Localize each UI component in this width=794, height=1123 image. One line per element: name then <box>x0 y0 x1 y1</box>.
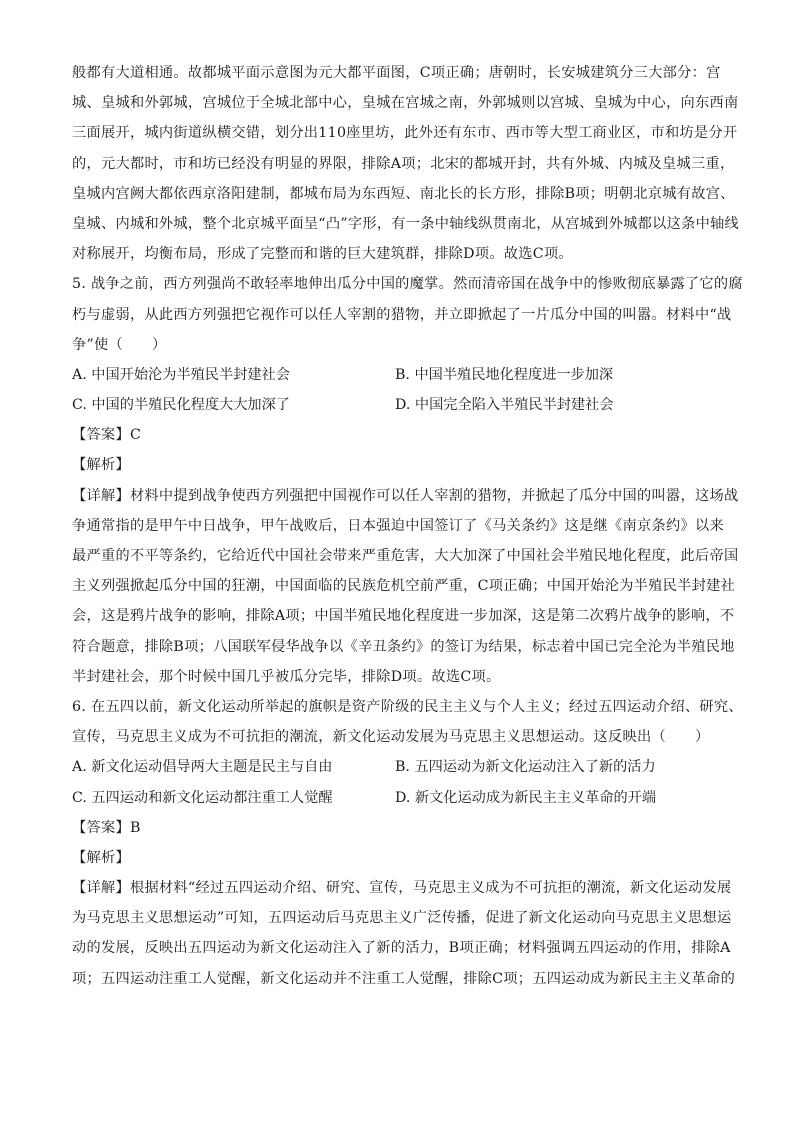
detail-line: 【详解】材料中提到战争使西方列强把中国视作可以任人宰割的猎物，并掀起了瓜分中国的叫嚣，这场战 <box>72 487 739 504</box>
detail-line: 最严重的不平等条约，它给近代中国社会带来严重危害，大大加深了中国社会半殖民地化程度，此后帝国 <box>72 548 739 564</box>
text-line: 城、皇城和外郭城，宫城位于全城北部中心，皇城在宫城之南，外郭城则以宫城、皇城为中心，向东西南 <box>72 95 739 112</box>
previous-question-analysis <box>72 58 740 269</box>
detail-line: 符合题意，排除B项；八国联军侵华战争以《辛丑条约》的签订为结果，标志着中国已完全沦为半殖民地 <box>72 638 735 655</box>
option-d: D. 中国完全陷入半殖民半封建社会 <box>395 397 614 414</box>
analysis-label: 【解析】 <box>72 849 130 866</box>
detail-line: 争通常指的是甲午中日战争，甲午战败后，日本强迫中国签订了《马关条约》这是继《南京条约》以来 <box>72 517 724 534</box>
options-row <box>72 360 722 390</box>
options-row <box>72 390 722 420</box>
detail-line: 会，这是鸦片战争的影响，排除A项；中国半殖民地化程度进一步加深，这是第二次鸦片战争的影响，不 <box>72 608 735 625</box>
question-5 <box>72 269 743 692</box>
answer-value: B <box>129 819 141 836</box>
text-line: 对称展开，均衡布局，形成了完整而和谐的巨大建筑群，排除D项。故选C项。 <box>72 246 573 263</box>
answer-line <box>72 813 722 843</box>
detail-line: 为马克思主义思想运动”可知，五四运动后马克思主义广泛传播，促进了新文化运动向马克思主义思想运 <box>72 910 732 927</box>
question-stem: 宣传，马克思主义成为不可抗拒的潮流，新文化运动发展为马克思主义思想运动。这反映出（ ） <box>72 729 710 746</box>
option-b: B. 中国半殖民地化程度进一步加深 <box>395 366 614 383</box>
text-line: 三面展开，城内街道纵横交错，划分出110座里坊，此外还有东市、西市等大型工商业区，市和坊是分开 <box>72 125 738 142</box>
text-line: 皇城内宫阙大都依西京洛阳建制，都城布局为东西短、南北长的长方形，排除B项；明朝北京城有故宫、 <box>72 185 735 202</box>
detail-line: 半封建社会，那个时候中国几乎被瓜分完毕，排除D项。故选C项。 <box>72 668 501 685</box>
text-line: 的，元大都时，市和坊已经没有明显的界限，排除A项；北宋的都城开封，共有外城、内城及皇城三重， <box>72 155 735 172</box>
text-line: 般都有大道相通。故都城平面示意图为元大都平面图，C项正确；唐朝时，长安城建筑分三大部分：宫 <box>72 65 721 81</box>
question-stem: 朽与虚弱，从此西方列强把它视作可以任人宰割的猎物，并立即掀起了一片瓜分中国的叫嚣。材料中“战 <box>72 306 732 323</box>
question-stem: 6. 在五四以前，新文化运动所举起的旗帜是资产阶级的民主主义与个人主义；经过五四运动介绍、研究、 <box>72 698 743 715</box>
answer-line <box>72 420 722 450</box>
option-c: C. 中国的半殖民化程度大大加深了 <box>72 397 290 414</box>
option-a: A. 中国开始沦为半殖民半封建社会 <box>72 366 290 383</box>
detail-line: 主义列强掀起瓜分中国的狂潮，中国面临的民族危机空前严重，C项正确；中国开始沦为半殖民半封建社 <box>72 578 736 595</box>
option-d: D. 新文化运动成为新民主主义革命的开端 <box>395 789 657 806</box>
detail-line: 项；五四运动注重工人觉醒，新文化运动并不注重工人觉醒，排除C项；五四运动成为新民主主义革命的 <box>72 970 736 987</box>
text-line: 皇城、内城和外城，整个北京城平面呈“凸”字形，有一条中轴线纵贯南北，从宫城到外城都以这条中轴线 <box>72 215 740 232</box>
answer-value: C <box>129 427 142 444</box>
option-c: C. 五四运动和新文化运动都注重工人觉醒 <box>72 789 333 806</box>
document-page <box>72 58 743 994</box>
option-b: B. 五四运动为新文化运动注入了新的活力 <box>395 759 656 776</box>
question-stem: 5. 战争之前，西方列强尚不敢轻率地伸出瓜分中国的魔掌。然而清帝国在战争中的惨败彻底暴露了它的腐 <box>72 276 743 293</box>
detail-line: 动的发展，反映出五四运动为新文化运动注入了新的活力，B项正确；材料强调五四运动的作用，排除A <box>72 940 731 957</box>
answer-label: 【答案】 <box>72 427 130 444</box>
options-row <box>72 783 722 813</box>
question-6 <box>72 692 743 994</box>
answer-label: 【答案】 <box>72 819 130 836</box>
option-a: A. 新文化运动倡导两大主题是民主与自由 <box>72 759 333 776</box>
question-stem: 争”使（ ） <box>72 336 167 353</box>
analysis-label: 【解析】 <box>72 457 130 474</box>
options-row <box>72 752 722 782</box>
detail-line: 【详解】根据材料“经过五四运动介绍、研究、宣传，马克思主义成为不可抗拒的潮流，新文化运动发展 <box>72 880 732 897</box>
